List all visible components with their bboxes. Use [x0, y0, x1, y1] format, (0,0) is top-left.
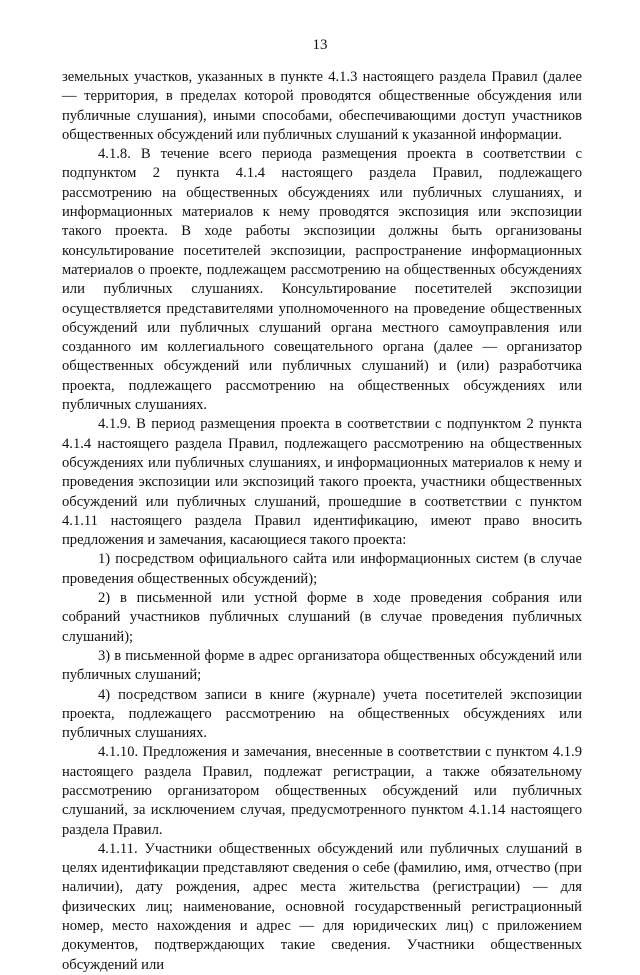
list-item-2: 2) в письменной или устной форме в ходе проведения собрания или собраний участников публичных слушаний (в случае проведения публичных слушаний);: [62, 590, 582, 645]
list-item-4: 4) посредством записи в книге (журнале) учета посетителей экспозиции проекта, подлежащего рассмотрению на общественных обсуждениях или публичных слушаниях.: [62, 686, 582, 742]
paragraph-4-1-11: 4.1.11. Участники общественных обсуждений или публичных слушаний в целях идентификации представляют сведения о себе (фамилию, имя, отчество (при наличии), дату рождения, адрес места жительства (регистрации) — для физических лиц; наименование, основной государственный регистрационный номер, место нахождения и адрес — для юридических лиц) с приложением документов, подтверждающих такие сведения. Участники общественных обсуждений или: [62, 840, 582, 973]
list-item-1: 1) посредством официального сайта или информационных систем (в случае проведения общественных обсуждений);: [62, 551, 582, 587]
page-number: 13: [312, 37, 328, 53]
list-item-3: 3) в письменной форме в адрес организатора общественных обсуждений или публичных слушаний;: [62, 647, 582, 684]
paragraph-continuation: земельных участков, указанных в пункте 4.1.3 настоящего раздела Правил (далее — территория, в пределах которой проводятся общественные обсуждения или публичные слушания), иными способами, обеспечивающими доступ участников общественных обсуждений или публичных слушаний к указанной информации.: [62, 69, 582, 143]
paragraph-4-1-9: 4.1.9. В период размещения проекта в соответствии с подпунктом 2 пункта 4.1.4 настоящего раздела Правил, подлежащего рассмотрению на общественных обсуждениях или публичных слушаниях, и информационных материалов к нему и проведения экспозиции или экспозиций такого проекта, участники общественных обсуждений или публичных слушаний, прошедшие в соответствии с пунктом 4.1.11 настоящего раздела Правил идентификацию, имеют право вносить предложения и замечания, касающиеся такого проекта:: [62, 416, 582, 549]
document-body: [62, 68, 582, 975]
paragraph-4-1-8: 4.1.8. В течение всего периода размещения проекта в соответствии с подпунктом 2 пункта 4.1.4 настоящего раздела Правил, подлежащего рассмотрению на общественных обсуждениях или публичных слушаниях, и информационных материалов к нему проводятся экспозиция или экспозиции такого проекта. В ходе работы экспозиции должны быть организованы консультирование посетителей экспозиции, распространение информационных материалов о проекте, подлежащем рассмотрению на общественных обсуждениях или публичных слушаниях. Консультирование посетителей экспозиции осуществляется представителями уполномоченного на проведение общественных обсуждений или публичных слушаний органа местного самоуправления или созданного им коллегиального совещательного органа (далее — организатор общественных обсуждений или публичных слушаний) и (или) разработчика проекта, подлежащего рассмотрению на общественных обсуждениях или публичных слушаниях.: [62, 146, 582, 414]
paragraph-4-1-10: 4.1.10. Предложения и замечания, внесенные в соответствии с пунктом 4.1.9 настоящего раздела Правил, подлежат регистрации, а также обязательному рассмотрению организатором общественных обсуждений или публичных слушаний, за исключением случая, предусмотренного пунктом 4.1.14 настоящего раздела Правил.: [62, 744, 582, 838]
